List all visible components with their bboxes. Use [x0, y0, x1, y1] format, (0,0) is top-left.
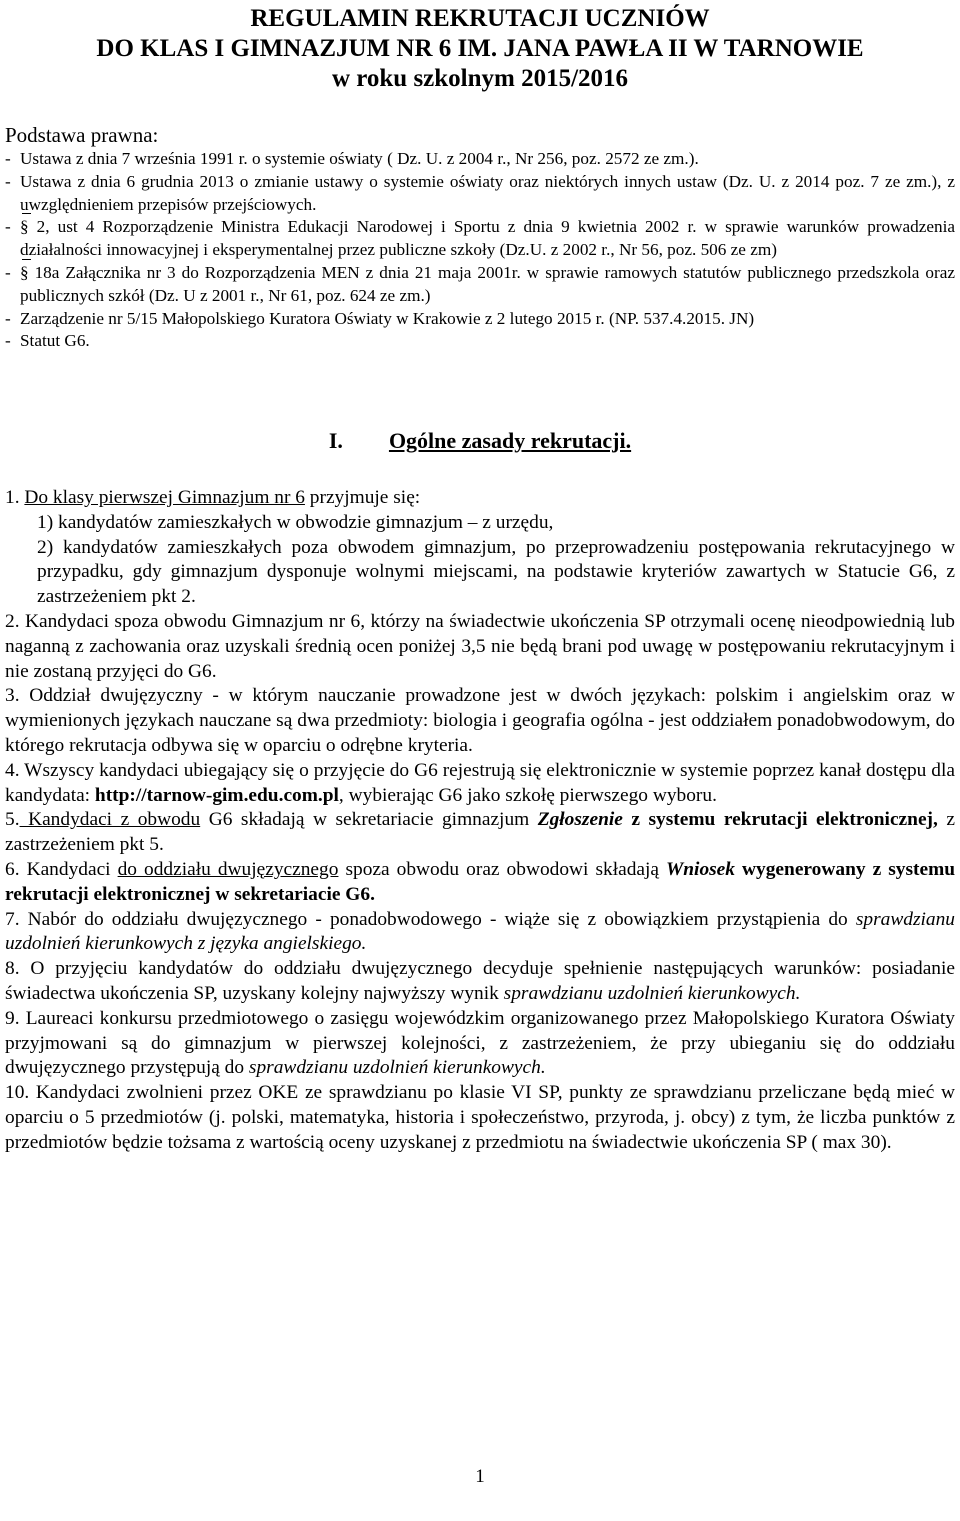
page-number: 1: [475, 1466, 485, 1487]
paragraph-sign: §: [20, 262, 29, 285]
legal-item-text: Statut G6.: [20, 331, 90, 351]
legal-item-body: 2, ust 4 Rozporządzenie Ministra Edukacji Narodowej i Sportu z dnia 9 kwietnia 2002 r. w sprawie warunków prowadzenia działalności innowacyjnej i eksperymentalnej przez publiczne szkoły (Dz.U. z 2002 r., Nr 56, poz. 506 ze zm): [20, 217, 955, 260]
legal-item-text: [20, 262, 955, 308]
legal-item-body: 18a Załącznika nr 3 do Rozporządzenia MEN z dnia 21 maja 2001r. w sprawie ramowych statutów publicznego przedszkola oraz publicznych szkół (Dz. U z 2001 r., Nr 61, poz. 624 ze zm.): [20, 262, 955, 305]
section-number: I.: [328, 428, 343, 453]
rule-text: 9. Laureaci konkursu przedmiotowego o zasięgu wojewódzkim organizowanego przez Małopolskiego Kuratora Oświaty przyjmowani są do gimnazjum w pierwszej kolejności, z zastrzeżeniem, że przy ubieganiu się do oddziału dwujęzycznego przystępują do: [5, 1007, 955, 1079]
rule-2: 2. Kandydaci spoza obwodu Gimnazjum nr 6, którzy na świadectwie ukończenia SP otrzymali ocenę nieodpowiednią lub naganną z zachowania oraz uzyskali średnią ocen poniżej 3,5 nie będą brani pod uwagę w postępowaniu rekrutacyjnym i nie zostaną przyjęci do G6.: [5, 610, 955, 682]
rule-text: G6 składają w sekretariacie gimnazjum: [200, 809, 538, 831]
rule-bold-italic: Wniosek: [666, 858, 735, 880]
rule-1-sub-2: 2) kandydatów zamieszkałych poza obwodem gimnazjum, po przeprowadzeniu postępowania rekrutacyjnego w przypadku, gdy gimnazjum dysponuje wolnymi miejscami, na podstawie kryteriów zawartych w Statucie G6, z zastrzeżeniem pkt 2.: [37, 536, 955, 608]
recruitment-link[interactable]: http://tarnow-gim.edu.com.pl: [94, 784, 339, 806]
rule-text: 8. O przyjęciu kandydatów do oddziału dwujęzycznego decyduje spełnienie następujących warunków: posiadanie świadectwa ukończenia SP, uzyskany kolejny najwyższy wynik: [5, 958, 955, 1004]
rule-text: z zastrzeżeniem pkt 5.: [5, 809, 955, 856]
rule-9: [5, 1007, 955, 1081]
rule-italic: sprawdzianu uzdolnień kierunkowych z języka angielskiego.: [5, 908, 955, 955]
legal-item-dash: -: [5, 308, 11, 328]
legal-item-dash: -: [5, 331, 11, 351]
rule-text: 4. Wszyscy kandydaci ubiegający się o przyjęcie do G6 rejestrują się elektronicznie w systemie poprzez kanał dostępu dla kandydata:: [5, 759, 955, 806]
document-title: [0, 4, 960, 94]
rule-underlined: Do klasy pierwszej Gimnazjum nr 6: [24, 487, 305, 508]
legal-item: [5, 171, 955, 217]
legal-item-dash: -: [5, 217, 11, 237]
rule-text: 6. Kandydaci: [5, 858, 118, 880]
legal-item-dash: -: [5, 171, 11, 191]
title-line-2: DO KLAS I GIMNAZJUM NR 6 IM. JANA PAWŁA II W TARNOWIE: [96, 35, 864, 62]
rule-italic: sprawdzianu uzdolnień kierunkowych.: [248, 1057, 546, 1079]
rule-underlined: do oddziału dwujęzycznego: [117, 858, 339, 880]
title-line-3: w roku szkolnym 2015/2016: [331, 65, 629, 92]
rule-6: [5, 858, 955, 908]
legal-item-dash: -: [5, 149, 11, 168]
rules-body: [5, 486, 955, 1156]
rule-number: 5.: [5, 809, 20, 831]
legal-item-text: Ustawa z dnia 6 grudnia 2013 o zmianie ustawy o systemie oświaty oraz niektórych innych ustaw (Dz. U. z 2014 poz. 7 ze zm.), z uwzględnieniem przepisów przejściowych.: [20, 171, 955, 214]
rule-10: 10. Kandydaci zwolnieni przez OKE ze sprawdzianu po klasie VI SP, punkty ze sprawdzianu przeliczane będą mieć w oparciu o 5 przedmiotów (j. polski, matematyka, historia i społeczeństwo, przyroda, j. obcy) z tym, że liczba punktów z przedmiotów będzie tożsama z wartością oceny uzyskanej z przedmiotu na świadectwie ukończenia SP ( max 30).: [5, 1082, 955, 1153]
legal-basis-heading: Podstawa prawna:: [5, 123, 159, 147]
rule-text: spoza obwodu oraz obwodowi składają: [338, 858, 667, 880]
rule-5: [5, 808, 955, 858]
legal-item: [5, 148, 955, 171]
rule-3: 3. Oddział dwujęzyczny - w którym nauczanie prowadzone jest w dwóch językach: polskim i angielskim oraz w wymienionych językach nauczane są dwa przedmioty: biologia i geografia ogólna - jest oddziałem ponadobwodowym, do którego rekrutacja odbywa się w oparciu o odrębne kryteria.: [5, 685, 955, 756]
section-heading: [0, 428, 960, 454]
title-line-1: REGULAMIN REKRUTACJI UCZNIÓW: [250, 5, 710, 32]
legal-item: [5, 330, 955, 353]
rule-8: [5, 957, 955, 1007]
legal-item-text: Ustawa z dnia 7 września 1991 r. o systemie oświaty ( Dz. U. z 2004 r., Nr 256, poz. 2572 ze zm.).: [20, 149, 699, 168]
legal-basis: [5, 122, 955, 353]
rule-text: 7. Nabór do oddziału dwujęzycznego - ponadobwodowego - wiąże się z obowiązkiem przystąpienia do: [5, 908, 856, 930]
rule-text: , wybierając G6 jako szkołę pierwszego wyboru.: [338, 784, 717, 806]
rule-1: [5, 486, 955, 511]
rule-4: [5, 759, 955, 809]
legal-item: [5, 262, 955, 308]
section-title: Ogólne zasady rekrutacji.: [388, 428, 632, 453]
rule-text: przyjmuje się:: [304, 487, 421, 508]
rule-underlined: Kandydaci z obwodu: [19, 809, 201, 831]
rule-italic: sprawdzianu uzdolnień kierunkowych.: [503, 982, 801, 1004]
rule-1-sub-1: 1) kandydatów zamieszkałych w obwodzie gimnazjum – z urzędu,: [37, 511, 554, 533]
legal-item-text: [20, 216, 955, 262]
rule-bold-italic: Zgłoszenie: [537, 809, 623, 831]
legal-item-text: Zarządzenie nr 5/15 Małopolskiego Kuratora Oświaty w Krakowie z 2 lutego 2015 r. (NP. 537.4.2015. JN): [20, 308, 755, 328]
rule-7: [5, 908, 955, 958]
legal-item: [5, 216, 955, 262]
rule-bold: z systemu rekrutacji elektronicznej,: [622, 809, 938, 831]
rule-number: 1.: [5, 487, 25, 508]
paragraph-sign: §: [20, 216, 29, 239]
legal-item: [5, 308, 955, 331]
rule-bold: wygenerowany z systemu rekrutacji elektronicznej w sekretariacie G6.: [5, 858, 956, 905]
legal-item-dash: -: [5, 262, 11, 282]
